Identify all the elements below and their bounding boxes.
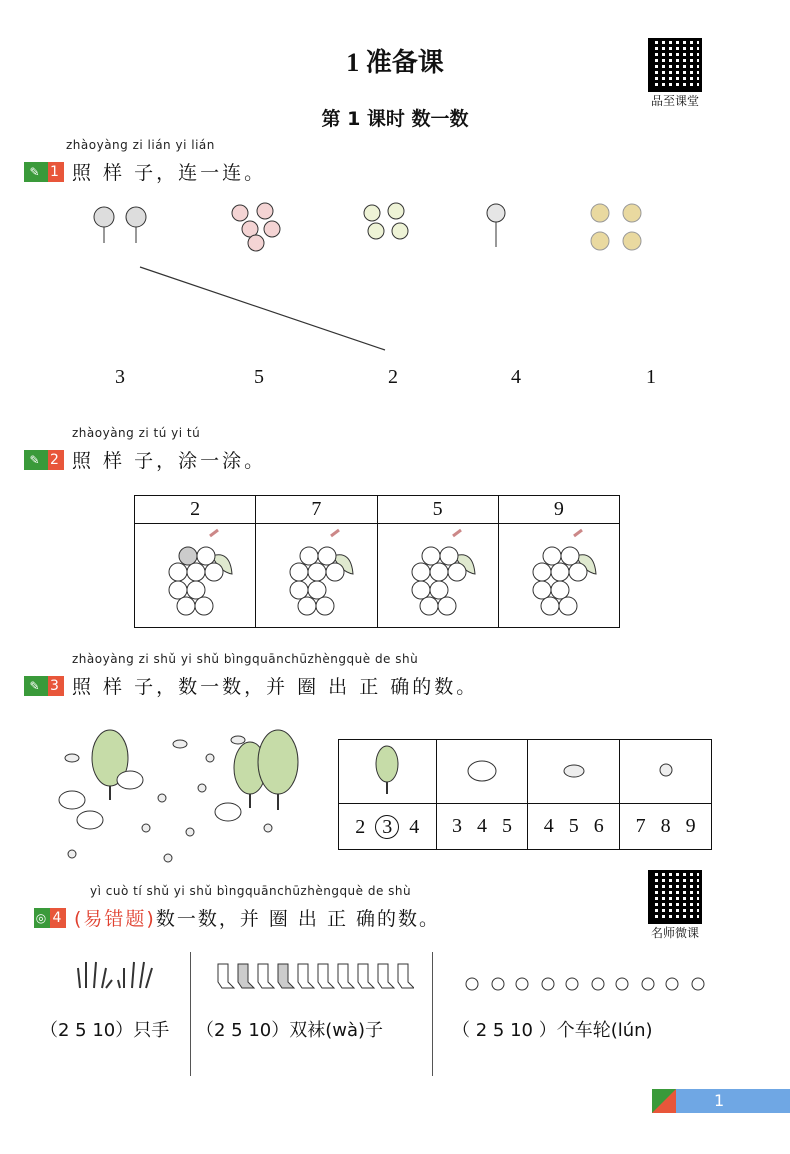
count-table [338, 739, 712, 850]
q1-number-5[interactable]: 1 [646, 366, 656, 388]
options-flower[interactable]: 7 8 9 [620, 804, 712, 850]
pencil-icon: ✎ [24, 162, 48, 182]
socks-icon [214, 962, 414, 992]
q2-text: 照 样 子，涂一涂。 [72, 450, 267, 472]
grape-bunch-1[interactable] [135, 524, 256, 628]
grape-bunch-2[interactable] [256, 524, 377, 628]
qr-code-bottom [640, 870, 710, 941]
q3-text: 照 样 子，数一数，并 圈 出 正 确的数。 [72, 676, 479, 698]
q4-heading [34, 904, 440, 931]
q1-text: 照 样 子，连一连。 [72, 162, 267, 184]
grapes-table [134, 495, 620, 628]
grape-count-1: 2 [135, 496, 256, 524]
q4-badge: ◎ 4 [34, 908, 66, 928]
sheep-icon [59, 771, 241, 829]
qr-label-top: 品至课堂 [650, 94, 699, 108]
q1-pinyin: zhàoyàng zi lián yi lián [66, 138, 215, 152]
page-title: 1 准备课 [346, 48, 444, 77]
tree-icon [92, 730, 298, 810]
flower-cell [620, 740, 712, 804]
hands-icon [74, 958, 154, 994]
target-icon: ◎ [34, 908, 50, 928]
grape-icon [533, 530, 596, 615]
options-tree[interactable]: 2 3 4 [339, 804, 437, 850]
q3-heading [24, 672, 478, 699]
q4-answer-socks[interactable]: （2 5 10）双袜(wà)子 [196, 1020, 384, 1041]
q1-number-1[interactable]: 3 [115, 366, 125, 388]
q4-answer-wheels[interactable]: （ 2 5 10 ）个车轮(lún) [452, 1020, 653, 1041]
daisy-icon [487, 204, 505, 247]
q2-badge: ✎ 2 [24, 450, 64, 470]
q2-heading [24, 446, 266, 473]
pink-flower-icon [232, 203, 280, 251]
q1-number-3[interactable]: 2 [388, 366, 398, 388]
options-sheep[interactable]: 3 4 5 [436, 804, 528, 850]
grape-icon [412, 530, 475, 615]
bird-cell [528, 740, 620, 804]
grape-count-4: 9 [498, 496, 619, 524]
grape-count-2: 7 [256, 496, 377, 524]
grape-icon [290, 530, 353, 615]
q3-scene [50, 728, 330, 868]
q4-pinyin: yì cuò tí shǔ yi shǔ bìngquānchūzhèngquè de shù [90, 884, 412, 898]
q4-answer-hands[interactable]: （2 5 10）只手 [40, 1020, 170, 1041]
q1-pictures [60, 195, 700, 355]
grape-icon [169, 530, 232, 615]
divider-1 [190, 952, 191, 1076]
sunflower-icon [94, 207, 146, 243]
tree-cell [339, 740, 437, 804]
sheep-cell [436, 740, 528, 804]
grape-bunch-3[interactable] [377, 524, 498, 628]
q1-number-2[interactable]: 5 [254, 366, 264, 388]
scooters-icon [464, 962, 714, 992]
green-flower-icon [364, 203, 408, 239]
q1-badge: ✎ 1 [24, 162, 64, 182]
q2-pinyin: zhàoyàng zi tú yi tú [72, 426, 201, 440]
q4-text: 数一数，并 圈 出 正 确的数。 [155, 908, 440, 930]
q1-number-4[interactable]: 4 [511, 366, 521, 388]
example-circle: 3 [375, 815, 399, 839]
grape-bunch-4[interactable] [498, 524, 619, 628]
q4-tag: (易错题) [74, 908, 156, 930]
page-number: 1 [714, 1091, 725, 1110]
pencil-icon: ✎ [24, 450, 48, 470]
q3-pinyin: zhàoyàng zi shǔ yi shǔ bìngquānchūzhèngquè de shù [72, 652, 419, 666]
yellow-flower-icon [591, 204, 641, 250]
q3-badge: ✎ 3 [24, 676, 64, 696]
qr-label-bottom: 名师微课 [650, 926, 699, 940]
q1-heading [24, 158, 266, 185]
qr-code-top [640, 38, 710, 109]
options-bird[interactable]: 4 5 6 [528, 804, 620, 850]
example-line [140, 267, 385, 350]
grape-count-3: 5 [377, 496, 498, 524]
lesson-subtitle: 第 1 课时 数一数 [321, 108, 469, 130]
page-number-bar [652, 1089, 790, 1113]
pencil-icon: ✎ [24, 676, 48, 696]
divider-2 [432, 952, 433, 1076]
